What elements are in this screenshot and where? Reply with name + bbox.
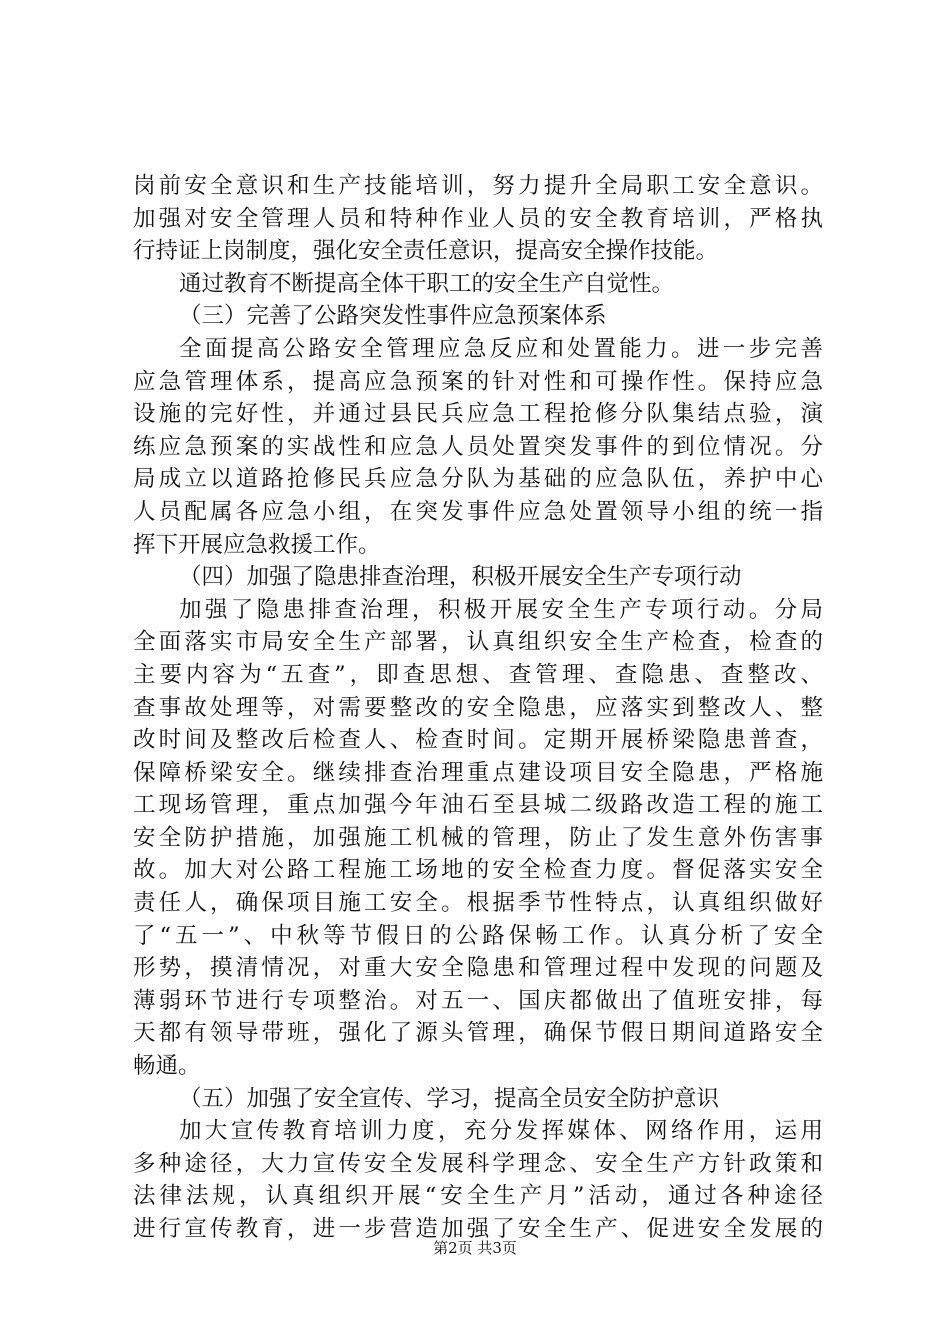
page-footer: 第2页 共3页 <box>433 1239 517 1257</box>
text-line: 查事故处理等，对需要整改的安全隐患，应落实到整改人、整 <box>133 694 823 721</box>
text-line: 形势，摸清情况，对重大安全隐患和管理过程中发现的问题及 <box>133 955 823 982</box>
text-line: 安全防护措施，加强施工机械的管理，防止了发生意外伤害事 <box>133 824 823 851</box>
text-line: 人员配属各应急小组，在突发事件应急处置领导小组的统一指 <box>133 498 823 525</box>
text-line: 多种途径，大力宣传安全发展科学理念、安全生产方针政策和 <box>133 1150 823 1177</box>
text-line: 设施的完好性，并通过县民兵应急工程抢修分队集结点验，演 <box>133 401 823 428</box>
text-line: 工现场管理，重点加强今年油石至县城二级路改造工程的施工 <box>133 792 823 819</box>
text-line: 行持证上岗制度，强化安全责任意识，提高安全操作技能。 <box>133 238 719 265</box>
document-body <box>133 170 823 1246</box>
text-line: 了“五一”、中秋等节假日的公路保畅工作。认真分析了安全 <box>133 922 823 949</box>
text-line: 责任人，确保项目施工安全。根据季节性特点，认真组织做好 <box>133 890 823 917</box>
text-line: 保障桥梁安全。继续排查治理重点建设项目安全隐患，严格施 <box>133 759 823 786</box>
text-line: 畅通。 <box>133 1053 201 1080</box>
paragraph-start-line: 通过教育不断提高全体干职工的安全生产自觉性。 <box>179 270 675 297</box>
text-line: 应急管理体系，提高应急预案的针对性和可操作性。保持应急 <box>133 368 823 395</box>
paragraph-start-line: （三）完善了公路突发性事件应急预案体系 <box>179 303 607 330</box>
paragraph-start-line: （四）加强了隐患排查治理，积极开展安全生产专项行动 <box>179 564 742 591</box>
paragraph-start-line: 加强了隐患排查治理，积极开展安全生产专项行动。分局 <box>179 596 823 623</box>
text-line: 薄弱环节进行专项整治。对五一、国庆都做出了值班安排，每 <box>133 987 823 1014</box>
text-line: 改时间及整改后检查人、检查时间。定期开展桥梁隐患普查， <box>133 727 823 754</box>
text-line: 全面落实市局安全生产部署，认真组织安全生产检查，检查的 <box>133 629 823 656</box>
text-line: 挥下开展应急救援工作。 <box>133 531 381 558</box>
paragraph-start-line: 加大宣传教育培训力度，充分发挥媒体、网络作用，运用 <box>179 1118 823 1145</box>
text-line: 加强对安全管理人员和特种作业人员的安全教育培训，严格执 <box>133 205 823 232</box>
text-line: 局成立以道路抢修民兵应急分队为基础的应急队伍，养护中心 <box>133 466 823 493</box>
text-line: 练应急预案的实战性和应急人员处置突发事件的到位情况。分 <box>133 433 823 460</box>
paragraph-start-line: （五）加强了安全宣传、学习，提高全员安全防护意识 <box>179 1085 720 1112</box>
text-line: 主要内容为“五查”，即查思想、查管理、查隐患、查整改、 <box>133 661 823 688</box>
text-line: 故。加大对公路工程施工场地的安全检查力度。督促落实安全 <box>133 857 823 884</box>
text-line: 进行宣传教育，进一步营造加强了安全生产、促进安全发展的 <box>133 1216 823 1242</box>
text-line: 天都有领导带班，强化了源头管理，确保节假日期间道路安全 <box>133 1020 823 1047</box>
text-line: 岗前安全意识和生产技能培训，努力提升全局职工安全意识。 <box>133 173 823 199</box>
text-line: 法律法规，认真组织开展“安全生产月”活动，通过各种途径 <box>133 1183 823 1210</box>
paragraph-start-line: 全面提高公路安全管理应急反应和处置能力。进一步完善 <box>179 335 823 362</box>
